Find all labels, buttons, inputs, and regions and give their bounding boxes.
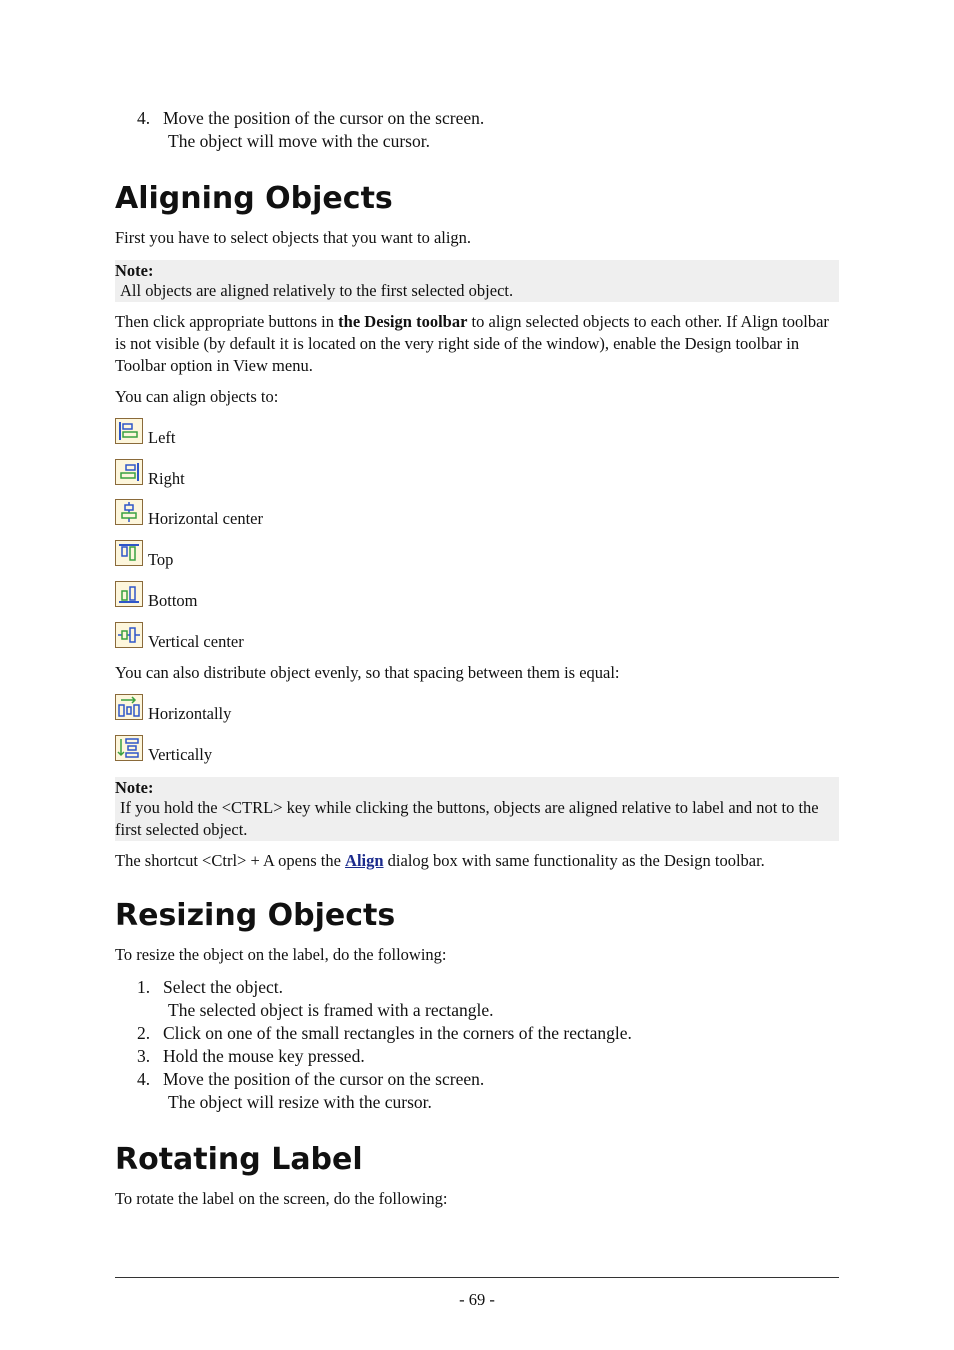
list-item (115, 107, 839, 153)
align-vertical-center-label: Vertical center (148, 632, 244, 651)
footer-divider (115, 1277, 839, 1278)
step-number: 3. (137, 1046, 151, 1066)
heading-rotating-label: Rotating Label (115, 1142, 363, 1177)
paragraph-text: dialog box with same functionality as the Design toolbar. (383, 851, 765, 870)
distribute-horizontally-icon[interactable] (115, 694, 143, 720)
align-horizontal-center-label: Horizontal center (148, 509, 263, 528)
list-item (115, 976, 839, 1022)
shortcut-paragraph (115, 850, 839, 872)
note-body: If you hold the <CTRL> key while clicking the buttons, objects are aligned relative to label and not to the first selected object. (115, 798, 819, 839)
distribute-intro: You can also distribute object evenly, so that spacing between them is equal: (115, 663, 620, 682)
step-text: Hold the mouse key pressed. (163, 1046, 365, 1066)
align-top-label: Top (148, 550, 174, 569)
note-body: All objects are aligned relatively to the first selected object. (120, 281, 514, 300)
rotating-intro: To rotate the label on the screen, do the following: (115, 1189, 448, 1208)
align-left-icon[interactable] (115, 418, 143, 444)
step-subtext: The selected object is framed with a rectangle. (168, 1000, 494, 1020)
align-intro: You can align objects to: (115, 387, 279, 406)
step-subtext: The object will resize with the cursor. (168, 1092, 432, 1112)
paragraph-text: Then click appropriate buttons in (115, 312, 339, 331)
align-horizontal-center-icon[interactable] (115, 499, 143, 525)
align-top-icon[interactable] (115, 540, 143, 566)
page-number: - 69 - (459, 1290, 495, 1309)
distribute-vertically-icon[interactable] (115, 735, 143, 761)
list-item (115, 1045, 839, 1068)
heading-resizing-objects: Resizing Objects (115, 898, 396, 933)
note-box (115, 260, 839, 302)
resizing-intro: To resize the object on the label, do the following: (115, 945, 447, 964)
step-number: 4. (137, 1069, 151, 1089)
design-toolbar-paragraph (115, 311, 839, 377)
list-item (115, 1068, 839, 1114)
list-item (115, 1022, 839, 1045)
step-text: Move the position of the cursor on the screen. (163, 108, 485, 128)
note-box (115, 777, 839, 841)
note-title: Note: (115, 261, 154, 280)
step-number: 1. (137, 977, 151, 997)
paragraph-bold-text: the Design toolbar (338, 312, 468, 331)
align-bottom-label: Bottom (148, 591, 198, 610)
paragraph-text: to align selected objects to each other. If Align toolbar is not visible (by default it is located on the very right side of the window), enable the Design toolbar in Toolbar option in View menu. (115, 312, 829, 375)
resizing-step-list (115, 976, 839, 1114)
step-number: 2. (137, 1023, 151, 1043)
align-right-icon[interactable] (115, 459, 143, 485)
align-vertical-center-icon[interactable] (115, 622, 143, 648)
distribute-horizontally-label: Horizontally (148, 704, 232, 723)
note-title: Note: (115, 778, 154, 797)
distribute-vertically-label: Vertically (148, 745, 213, 764)
top-step-list (115, 107, 839, 153)
step-number: 4. (137, 108, 151, 128)
align-bottom-icon[interactable] (115, 581, 143, 607)
step-text: Click on one of the small rectangles in the corners of the rectangle. (163, 1023, 632, 1043)
heading-aligning-objects: Aligning Objects (115, 181, 393, 216)
paragraph-text: The shortcut <Ctrl> + A opens the (115, 851, 346, 870)
aligning-intro: First you have to select objects that you want to align. (115, 228, 472, 247)
align-dialog-link[interactable]: Align (345, 851, 384, 870)
align-right-label: Right (148, 469, 185, 488)
step-text: Select the object. (163, 977, 284, 997)
align-left-label: Left (148, 428, 176, 447)
step-subtext: The object will move with the cursor. (168, 131, 430, 151)
step-text: Move the position of the cursor on the screen. (163, 1069, 485, 1089)
